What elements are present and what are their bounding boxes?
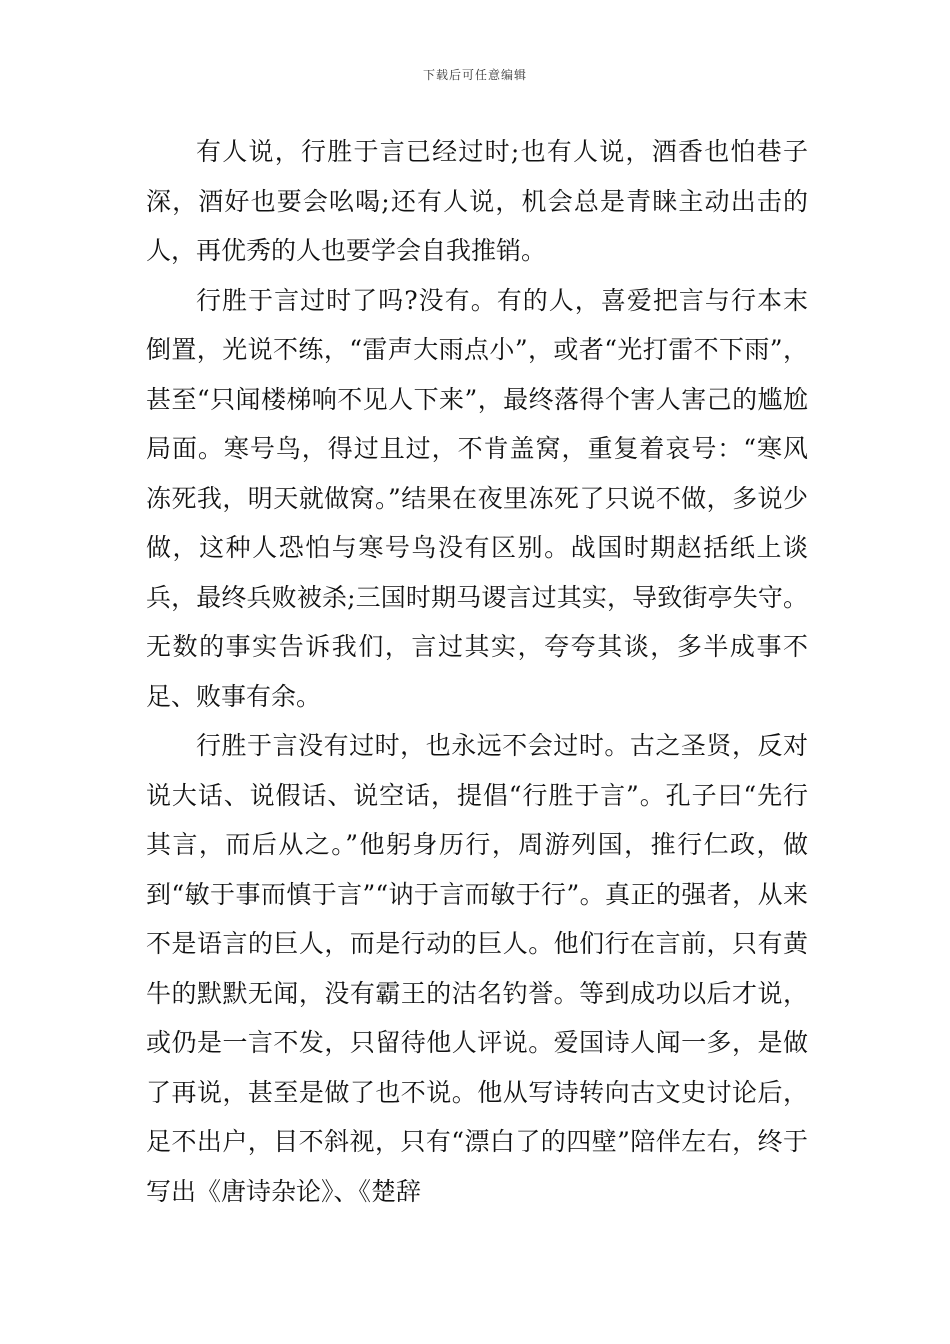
paragraph-2: 行胜于言过时了吗?没有。有的人，喜爱把言与行本末倒置，光说不练，“雷声大雨点小”，或者“光打雷不下雨”，甚至“只闻楼梯响不见人下来”，最终落得个害人害己的尴尬局面。寒号鸟，得过且过，不肯盖窝，重复着哀号：“寒风冻死我，明天就做窝。”结果在夜里冻死了只说不做，多说少做，这种人恐怕与寒号鸟没有区别。战国时期赵括纸上谈兵，最终兵败被杀;三国时期马谡言过其实，导致街亭失守。无数的事实告诉我们，言过其实，夸夸其谈，多半成事不足、败事有余。 <box>146 285 808 711</box>
document-body <box>146 127 808 1216</box>
paragraph-1: 有人说，行胜于言已经过时;也有人说，酒香也怕巷子深，酒好也要会吆喝;还有人说，机会总是青睐主动出击的人，再优秀的人也要学会自我推销。 <box>146 137 808 265</box>
paragraph-3: 行胜于言没有过时，也永远不会过时。古之圣贤，反对说大话、说假话、说空话，提倡“行胜于言”。孔子曰“先行其言，而后从之。”他躬身历行，周游列国，推行仁政，做到“敏于事而慎于言”“讷于言而敏于行”。真正的强者，从来不是语言的巨人，而是行动的巨人。他们行在言前，只有黄牛的默默无闻，没有霸王的沽名钓誉。等到成功以后才说，或仍是一言不发，只留待他人评说。爱国诗人闻一多，是做了再说，甚至是做了也不说。他从写诗转向古文史讨论后，足不出户，目不斜视，只有“漂白了的四壁”陪伴左右，终于写出《唐诗杂论》、《楚辞 <box>146 731 808 1206</box>
page-header: 下载后可任意编辑 <box>422 68 527 82</box>
